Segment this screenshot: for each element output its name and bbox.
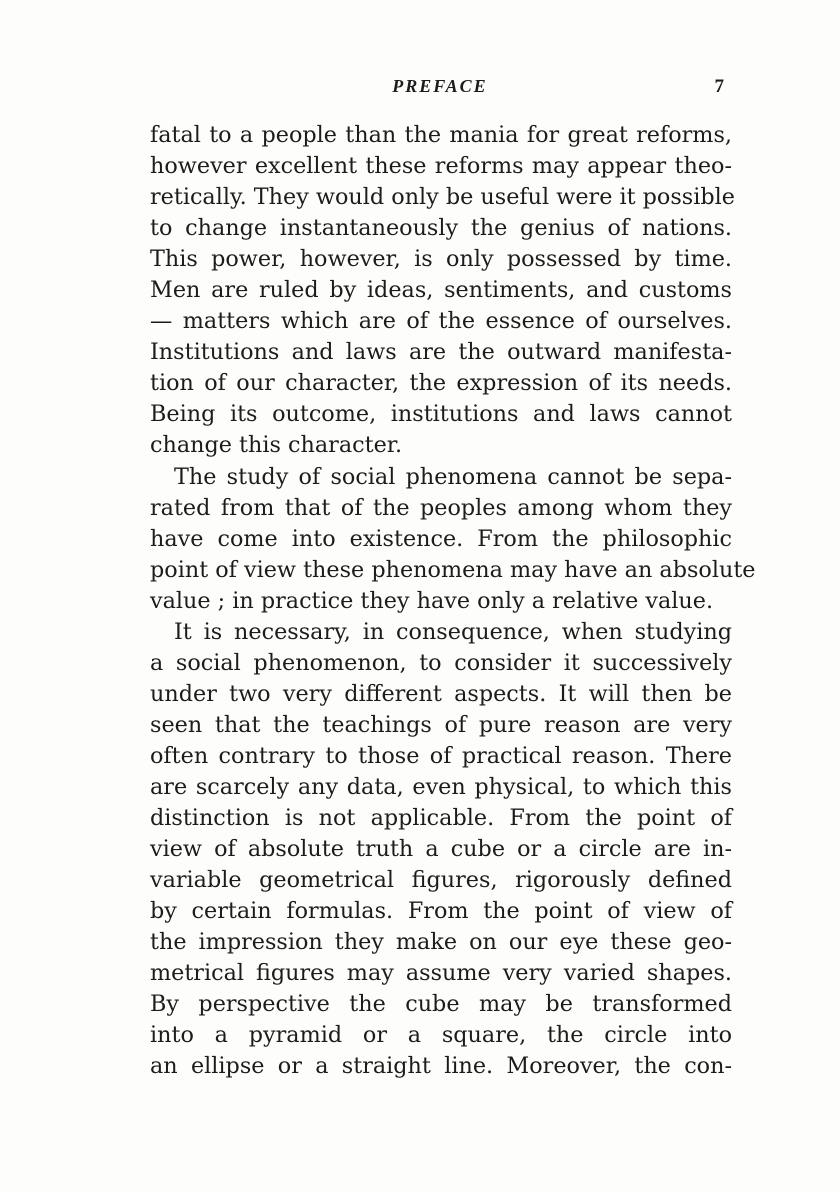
text-line: tion of our character, the expression of its needs.	[150, 370, 732, 397]
text-line: fatal to a people than the mania for great reforms,	[150, 122, 732, 148]
text-line: to change instantaneously the genius of nations.	[150, 215, 732, 242]
running-header	[150, 76, 730, 102]
text-line: Being its outcome, institutions and laws cannot	[150, 401, 732, 428]
text-line: — matters which are of the essence of ourselves.	[150, 308, 732, 335]
header-title: PREFACE	[392, 76, 488, 96]
text-line: metrical figures may assume very varied shapes.	[150, 960, 732, 987]
text-line: often contrary to those of practical reason. There	[150, 742, 732, 769]
page-number: 7	[714, 76, 724, 97]
text-line: have come into existence. From the philosophic	[150, 525, 732, 552]
text-line: seen that the teachings of pure reason are very	[150, 711, 732, 738]
text-line: a social phenomenon, to consider it successively	[150, 649, 732, 676]
text-line: rated from that of the peoples among whom they	[150, 494, 732, 521]
text-line: By perspective the cube may be transformed	[150, 991, 732, 1018]
body-text	[150, 120, 756, 1082]
text-line: distinction is not applicable. From the point of	[150, 805, 732, 832]
text-line: Institutions and laws are the outward manifesta-	[150, 339, 732, 366]
text-line: however excellent these reforms may appear theo-	[150, 153, 732, 180]
text-line: by certain formulas. From the point of view of	[150, 898, 732, 925]
paragraph-end-line: value ; in practice they have only a relative value.	[150, 587, 714, 614]
text-line: the impression they make on our eye these geo-	[150, 929, 732, 956]
text-line: point of view these phenomena may have an absolute	[150, 556, 756, 583]
text-line: an ellipse or a straight line. Moreover, the con-	[150, 1053, 732, 1080]
text-line: variable geometrical figures, rigorously defined	[150, 867, 732, 894]
text-line: This power, however, is only possessed by time.	[150, 246, 732, 273]
paragraph-start-line: It is necessary, in consequence, when studying	[174, 618, 732, 645]
paragraph-start-line: The study of social phenomena cannot be sepa-	[174, 463, 732, 490]
text-line: view of absolute truth a cube or a circle are in-	[150, 836, 732, 863]
text-line: retically. They would only be useful were it possible	[150, 184, 735, 211]
text-line: into a pyramid or a square, the circle into	[150, 1022, 732, 1049]
text-line: are scarcely any data, even physical, to which this	[150, 773, 732, 800]
text-line: Men are ruled by ideas, sentiments, and customs	[150, 277, 732, 304]
text-line: under two very different aspects. It will then be	[150, 680, 732, 707]
paragraph-end-line: change this character.	[150, 432, 403, 459]
